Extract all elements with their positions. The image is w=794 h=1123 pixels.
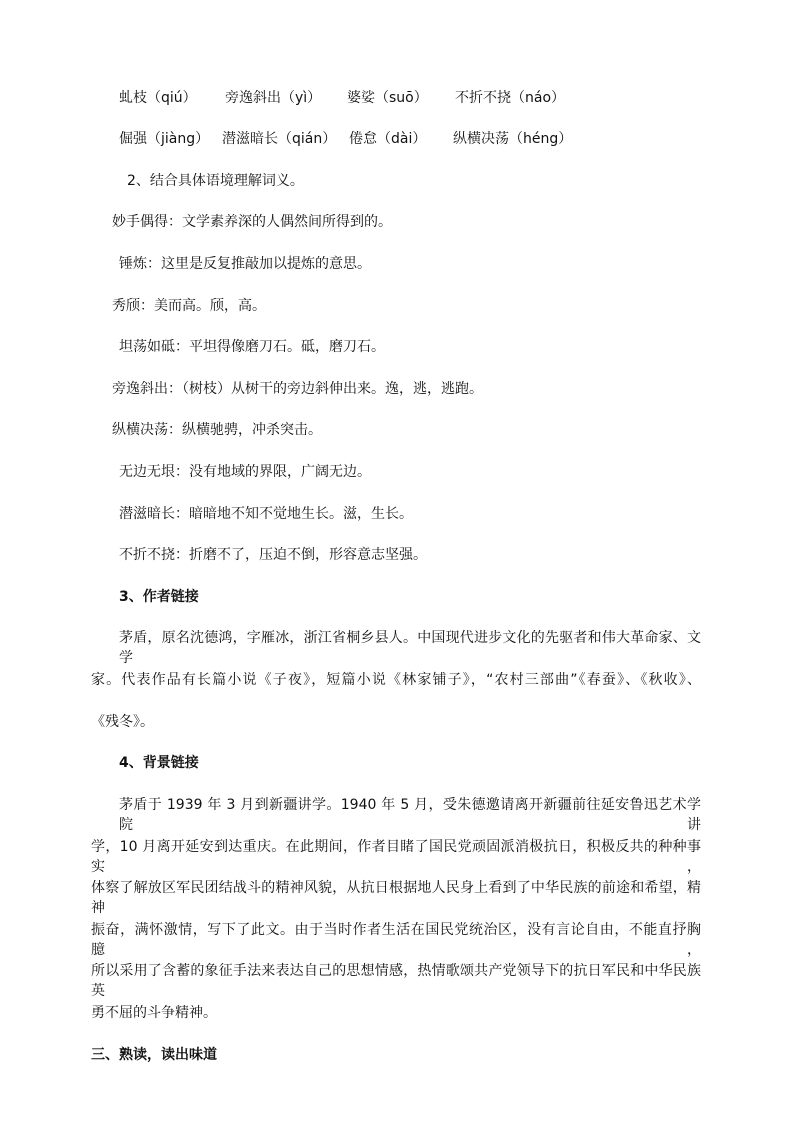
author-paragraph-line: 《残冬》。: [91, 714, 154, 730]
definition-item: 妙手偶得：文学素养深的人偶然间所得到的。: [112, 214, 392, 230]
pinyin-item: 倦怠（dài）: [349, 131, 427, 147]
pinyin-item: 不折不挠（náo）: [455, 90, 566, 106]
definition-item: 秀颀：美而高。颀，高。: [112, 298, 266, 314]
section-three-title: 三、熟读，读出味道: [91, 1047, 217, 1063]
definition-item: 无边无垠：没有地域的界限，广阔无边。: [119, 464, 371, 480]
background-paragraph-line: 体察了解放区军民团结战斗的精神风貌，从抗日根据地人民身上看到了中华民族的前途和希望，精神: [91, 880, 701, 916]
pinyin-row-2: [0, 129, 794, 149]
pinyin-item: 潜滋暗长（qián）: [222, 131, 337, 147]
author-paragraph-line: 家。代表作品有长篇小说《子夜》，短篇小说《林家铺子》，“农村三部曲”《春蚕》、《秋收》、: [91, 672, 701, 688]
author-paragraph-line: 茅盾，原名沈德鸿，字雁冰，浙江省桐乡县人。中国现代进步文化的先驱者和伟大革命家、文学: [119, 630, 701, 666]
pinyin-item: 婆娑（suō）: [347, 90, 428, 106]
section-3-title: 3、作者链接: [119, 589, 199, 605]
background-paragraph-line: 振奋，满怀激情，写下了此文。由于当时作者生活在国民党统治区，没有言论自由，不能直抒胸臆，: [91, 922, 701, 958]
definition-item: 坦荡如砥：平坦得像磨刀石。砥，磨刀石。: [119, 339, 385, 355]
background-paragraph-line: 学，10 月离开延安到达重庆。在此期间，作者目睹了国民党顽固派消极抗日，积极反共的种种事实，: [91, 839, 701, 875]
definition-item: 旁逸斜出：（树枝）从树干的旁边斜伸出来。逸，逃，逃跑。: [112, 381, 483, 397]
section-2-title: 2、结合具体语境理解词义。: [127, 173, 304, 189]
background-paragraph-line: 勇不屈的斗争精神。: [91, 1005, 217, 1021]
definition-item: 不折不挠：折磨不了，压迫不倒，形容意志坚强。: [119, 547, 427, 563]
pinyin-item: 纵横决荡（héng）: [453, 131, 573, 147]
background-paragraph-line: 茅盾于 1939 年 3 月到新疆讲学。1940 年 5 月，受朱德邀请离开新疆前往延安鲁迅艺术学院讲: [119, 797, 701, 833]
pinyin-item: 倔强（jiàng）: [119, 131, 210, 147]
definition-item: 锤炼：这里是反复推敲加以提炼的意思。: [119, 256, 371, 272]
definition-item: 纵横决荡：纵横驰骋，冲杀突击。: [112, 422, 322, 438]
background-paragraph-line: 所以采用了含蓄的象征手法来表达自己的思想情感，热情歌颂共产党领导下的抗日军民和中华民族英: [91, 963, 701, 999]
pinyin-row-1: [0, 88, 794, 108]
definition-item: 潜滋暗长：暗暗地不知不觉地生长。滋，生长。: [119, 506, 413, 522]
section-4-title: 4、背景链接: [119, 755, 199, 771]
pinyin-item: 虬枝（qiú）: [119, 90, 197, 106]
pinyin-item: 旁逸斜出（yì）: [225, 90, 322, 106]
